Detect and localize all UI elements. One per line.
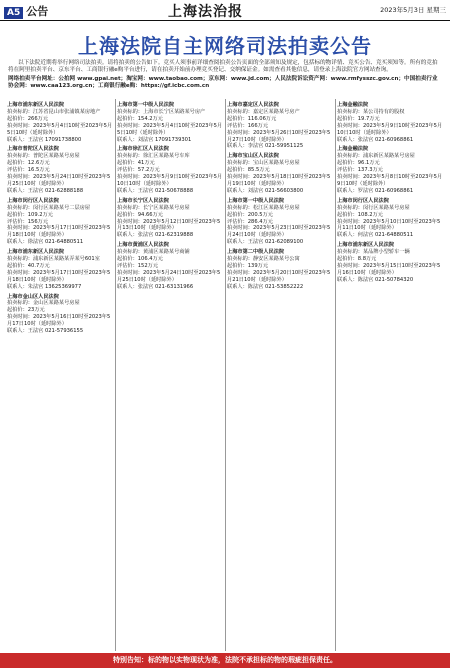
notice-line: 联系人：王法官 17091738800 (7, 136, 82, 143)
notice-column (337, 99, 443, 651)
notice-line: 拍卖时间：2023年5月4日10时至2023年5月5日10时（延时除外） (7, 122, 113, 136)
notice-line: 评估价：152万元 (117, 262, 159, 269)
notice-line: 起拍价：8.8万元 (337, 256, 377, 263)
section-label (4, 3, 48, 19)
auction-notice (337, 102, 443, 143)
notice-line: 起拍价：109.2万元 (7, 211, 53, 218)
notice-line: 联系人：陈法官 021-50784320 (337, 276, 414, 283)
auction-notice (227, 249, 333, 290)
notice-line: 拍卖标的：浦东新区某路某号房屋 (337, 153, 415, 160)
auction-notice (117, 198, 223, 239)
notice-column (227, 99, 333, 651)
column-divider (225, 99, 226, 651)
court-name: 上海金融法院 (337, 146, 369, 153)
intro-block (8, 60, 442, 92)
notice-line: 起拍价：19.7万元 (337, 115, 380, 122)
notice-line: 起拍价：41万元 (117, 160, 155, 167)
notice-line: 联系人：王法官 021-50678888 (117, 187, 194, 194)
notice-line: 起拍价：23万元 (7, 307, 45, 314)
notice-line: 联系人：张法官 021-62319888 (117, 232, 194, 239)
notice-line: 拍卖时间：2023年5月10日10时至2023年5月11日10时（延时除外） (337, 218, 441, 232)
notice-line: 起拍价：266万元 (7, 115, 49, 122)
auction-notice (117, 146, 223, 194)
notice-line: 拍卖标的：闵行区某路某号二层房屋 (7, 204, 91, 211)
column-divider (335, 99, 336, 651)
notice-line: 拍卖时间：2023年5月24日10时至2023年5月25日10时（延时除外） (7, 174, 111, 187)
notice-line: 起拍价：96.1万元 (337, 160, 380, 167)
court-name: 上海金融法院 (337, 102, 369, 108)
notice-line: 起拍价：106.4万元 (117, 256, 163, 263)
notice-line: 拍卖标的：金山区某路某号房屋 (7, 300, 80, 307)
footer-banner: 特别告知：标的物以实物现状为准，法院不承担标的物的瑕疵担保责任。 (0, 653, 450, 668)
notice-line: 联系人：王法官 021-57936155 (7, 328, 84, 335)
notice-line: 起拍价：40.7万元 (7, 262, 50, 269)
notice-line: 起拍价：139万元 (227, 262, 269, 269)
auction-notice (7, 146, 113, 194)
notice-line: 拍卖标的：江苏省昆山市张浦镇某房地产 (7, 108, 101, 115)
notice-line: 拍卖时间：2023年5月12日10时至2023年5月13日10时（延时除外） (117, 218, 221, 232)
intro-paragraph: 以下法院近期将举行网络司法拍卖。请将拍卖的公告如下。竞买人须事前详细查阅拍卖公告页面的全部须知及规定，包括标的物详情、竞买公告、竞买须知等。所有的竞拍将在阿里拍卖平台、京东平台、工商银行融e购平台进行，请在拍卖开始前办理竞买登记、交纳保证金。如需查看其他信息，请登录上海法院官方网站查询。 (8, 60, 438, 74)
notice-line: 联系人：张法官 021-63131966 (117, 283, 194, 290)
court-name: 上海市宝山区人民法院 (227, 153, 279, 160)
platform-links: 网络拍卖平台网址：公拍网 www.gpai.net；淘宝网：www.taobao.com；京东网：www.jd.com；人民法院诉讼资产网：www.rmfysszc.gov.cn；中国拍卖行业协会网：www.caa123.org.cn；工商银行融e购：https://gf.icbc.com.cn (8, 75, 438, 90)
court-name: 上海市长宁区人民法院 (117, 197, 169, 204)
court-name: 上海市浦东新区人民法院 (337, 242, 395, 249)
court-name: 上海市闵行区人民法院 (7, 197, 59, 204)
page-header (0, 0, 450, 21)
notice-line: 拍卖时间：2023年5月8日10时至2023年5月9日10时（延时除外） (337, 174, 443, 187)
notice-column (117, 99, 223, 651)
notice-line: 拍卖标的：上海市长宁区某路某号房产 (117, 108, 206, 115)
notice-line: 拍卖时间：2023年5月24日10时至2023年5月25日10时（延时除外） (117, 269, 221, 283)
notice-line: 拍卖时间：2023年5月16日10时至2023年5月17日10时（延时除外） (7, 314, 111, 328)
notice-line: 联系人：陈法官 021-53852222 (227, 283, 304, 290)
column-divider (115, 99, 116, 651)
court-name: 上海市第一中级人民法院 (117, 102, 175, 108)
notice-line: 拍卖标的：某品牌小型轿车一辆 (337, 249, 410, 256)
auction-notice (7, 102, 113, 143)
notice-line: 拍卖时间：2023年5月4日10时至2023年5月5日10时（延时除外） (117, 122, 223, 136)
court-name: 上海市金山区人民法院 (7, 293, 59, 300)
auction-notice (7, 294, 113, 335)
page-title: 上海法院自主网络司法拍卖公告 (78, 34, 372, 58)
court-name: 上海市普陀区人民法院 (7, 146, 59, 153)
notice-line: 评估价：156万元 (7, 218, 49, 225)
page-number: A5 (4, 7, 23, 19)
notice-line: 联系人：李法官 021-59951125 (227, 143, 304, 150)
notice-line: 拍卖标的：宝山区某路某号房屋 (227, 160, 300, 167)
notice-line: 起拍价：94.66万元 (117, 211, 163, 218)
notice-line: 起拍价：12.6万元 (7, 160, 50, 167)
court-name: 上海市闵行区人民法院 (337, 197, 389, 204)
notice-line: 起拍价：200.5万元 (227, 211, 273, 218)
notice-line: 评估价：166万元 (227, 122, 269, 129)
notice-line: 拍卖标的：黄浦区某路某号商铺 (117, 249, 190, 256)
notice-line: 联系人：徐法官 021-64880511 (7, 239, 84, 246)
notice-line: 拍卖标的：嘉定区某路某号房产 (227, 108, 300, 115)
notice-line: 拍卖标的：普陀区某路某号房屋 (7, 153, 80, 160)
notice-line: 联系人：刘法官 17091739301 (117, 136, 192, 143)
auction-notice (227, 102, 333, 150)
notice-line: 拍卖时间：2023年5月9日10时至2023年5月10日10时（延时除外） (117, 174, 223, 187)
notice-line: 联系人：王法官 021-62888188 (7, 187, 84, 194)
notice-line: 联系人：何法官 021-64880511 (337, 232, 414, 239)
notice-line: 拍卖时间：2023年5月20日10时至2023年5月21日10时（延时除外） (227, 269, 331, 283)
auction-notice (337, 242, 443, 283)
notice-line: 联系人：罗法官 021-60968861 (337, 187, 414, 194)
notice-line: 拍卖时间：2023年5月9日10时至2023年5月10日10时（延时除外） (337, 122, 443, 136)
notice-line: 拍卖标的：浦东新区某路某弄某号601室 (7, 256, 100, 263)
auction-notice (7, 198, 113, 246)
notice-line: 拍卖时间：2023年5月18日10时至2023年5月19日10时（延时除外） (227, 174, 331, 187)
notice-line: 拍卖标的：松江区某路某号房屋 (227, 204, 300, 211)
notice-line: 联系人：朱法官 13625369977 (7, 283, 82, 290)
auction-notice (117, 242, 223, 290)
court-name: 上海市第一中级人民法院 (227, 197, 285, 204)
notice-line: 拍卖时间：2023年5月15日10时至2023年5月16日10时（延时除外） (337, 262, 441, 276)
masthead-logo: 上海法治报 (168, 4, 243, 20)
notice-line: 拍卖时间：2023年5月23日10时至2023年5月24日10时（延时除外） (227, 225, 331, 239)
notice-line: 拍卖标的：长宁区某路某号房屋 (117, 204, 190, 211)
issue-date: 2023年5月3日 星期三 (380, 6, 446, 14)
court-name: 上海市徐汇区人民法院 (117, 146, 169, 153)
notice-line: 拍卖时间：2023年5月17日10时至2023年5月18日10时（延时除外） (7, 225, 111, 239)
auction-notice (227, 153, 333, 194)
notice-line: 联系人：王法官 021-62089100 (227, 239, 304, 246)
court-name: 上海市浦东新区人民法院 (7, 102, 65, 108)
notice-line: 拍卖标的：闵行区某路某号房屋 (337, 204, 410, 211)
notice-columns (7, 99, 443, 651)
notice-line: 起拍价：108.2万元 (337, 211, 383, 218)
notice-line: 拍卖时间：2023年5月26日10时至2023年5月27日10时（延时除外） (227, 129, 331, 143)
notice-line: 评估价：137.3万元 (337, 167, 383, 174)
notice-line: 拍卖标的：某公司持有的股权 (337, 108, 405, 115)
notice-line: 起拍价：116.06万元 (227, 115, 277, 122)
section-name: 公告 (26, 5, 49, 18)
notice-line: 起拍价：85.5万元 (227, 167, 270, 174)
auction-notice (117, 102, 223, 143)
notice-column (7, 99, 113, 651)
notice-line: 拍卖标的：徐汇区某路某号车库 (117, 153, 190, 160)
notice-line: 评估价：57.2万元 (117, 167, 160, 174)
notice-line: 拍卖标的：静安区某路某号公寓 (227, 256, 300, 263)
court-name: 上海市黄浦区人民法院 (117, 242, 169, 249)
notice-line: 联系人：张法官 021-60968861 (337, 136, 414, 143)
auction-notice (7, 249, 113, 290)
auction-notice (337, 146, 443, 194)
court-name: 上海市浦东新区人民法院 (7, 249, 65, 256)
court-name: 上海市嘉定区人民法院 (227, 102, 279, 108)
notice-line: 起拍价：154.2万元 (117, 115, 163, 122)
notice-line: 评估价：286.4万元 (227, 218, 273, 225)
auction-notice (227, 198, 333, 246)
notice-line: 联系人：刘法官 021-56603800 (227, 187, 304, 194)
notice-line: 拍卖时间：2023年5月17日10时至2023年5月18日10时（延时除外） (7, 269, 111, 283)
auction-notice (337, 198, 443, 239)
court-name: 上海市第二中级人民法院 (227, 249, 285, 256)
notice-line: 评估价：16.5万元 (7, 167, 50, 174)
